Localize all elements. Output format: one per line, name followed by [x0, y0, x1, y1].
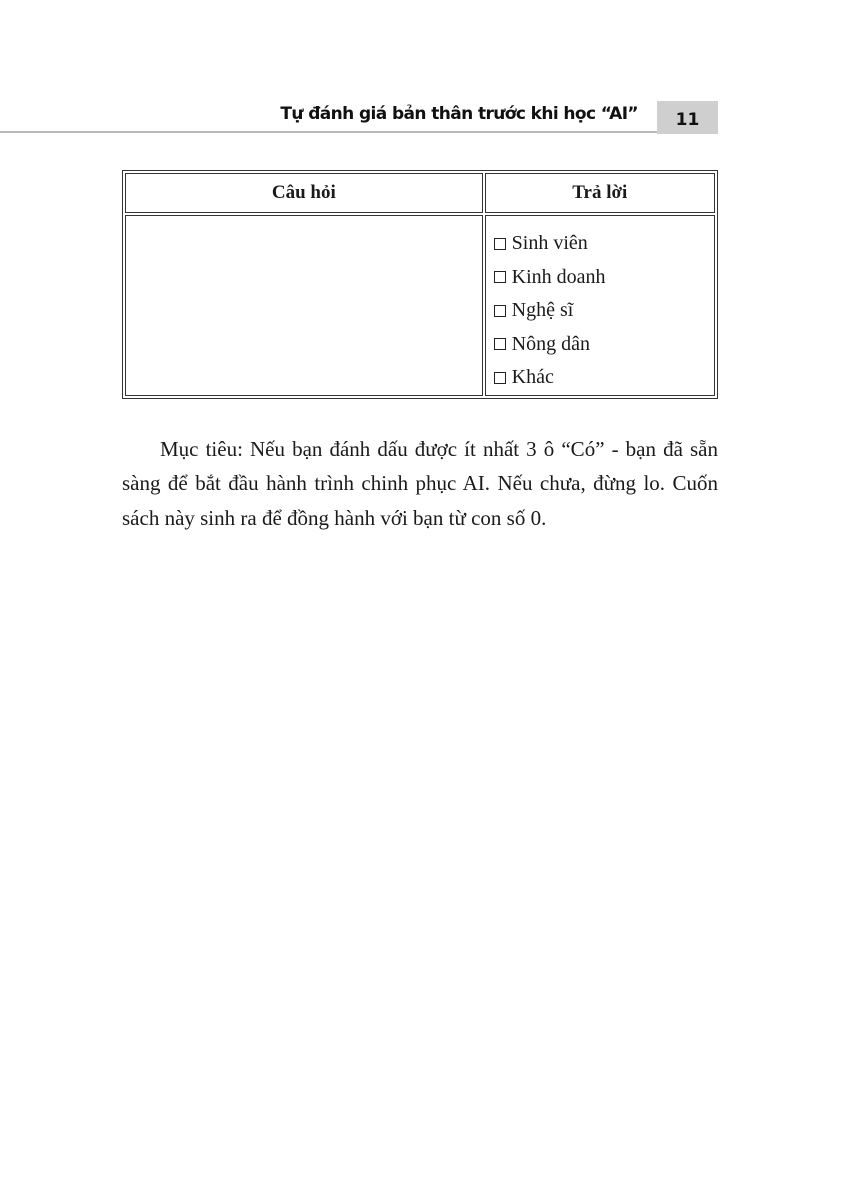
- option-item-nong-dan[interactable]: [494, 328, 714, 362]
- page-number: 11: [675, 109, 700, 130]
- column-header-question: Câu hỏi: [125, 173, 483, 213]
- checkbox-icon[interactable]: [494, 372, 506, 384]
- option-label: Nông dân: [511, 332, 590, 355]
- checkbox-icon[interactable]: [494, 338, 506, 350]
- question-answer-table: [122, 170, 718, 399]
- table-header-row: [125, 173, 715, 213]
- option-item-kinh-doanh[interactable]: [494, 261, 714, 295]
- checkbox-icon[interactable]: [494, 271, 506, 283]
- page-number-box: [657, 101, 718, 134]
- option-label: Khác: [511, 366, 554, 388]
- option-item-sinh-vien[interactable]: [494, 227, 714, 261]
- option-label: Sinh viên: [511, 232, 588, 254]
- option-label: Kinh doanh: [511, 265, 606, 288]
- answer-cell: [485, 215, 715, 396]
- answer-option-list: [486, 216, 714, 395]
- running-header-title: Tự đánh giá bản thân trước khi học “AI”: [280, 104, 638, 124]
- column-header-answer: Trả lời: [485, 173, 715, 213]
- checkbox-icon[interactable]: [494, 305, 506, 317]
- header-rule: [0, 131, 657, 133]
- body-paragraph: Mục tiêu: Nếu bạn đánh dấu được ít nhất 3 ô “Có” - bạn đã sẵn sàng để bắt đầu hành trình chinh phục AI. Nếu chưa, đừng lo. Cuốn sách này sinh ra để đồng hành với bạn từ con số 0.: [122, 437, 718, 530]
- option-item-khac[interactable]: [494, 361, 714, 395]
- question-cell: [125, 215, 483, 396]
- option-label: Nghệ sĩ: [511, 299, 574, 321]
- option-item-nghe-si[interactable]: [494, 294, 714, 328]
- checkbox-icon[interactable]: [494, 238, 506, 250]
- table-row: [125, 215, 715, 396]
